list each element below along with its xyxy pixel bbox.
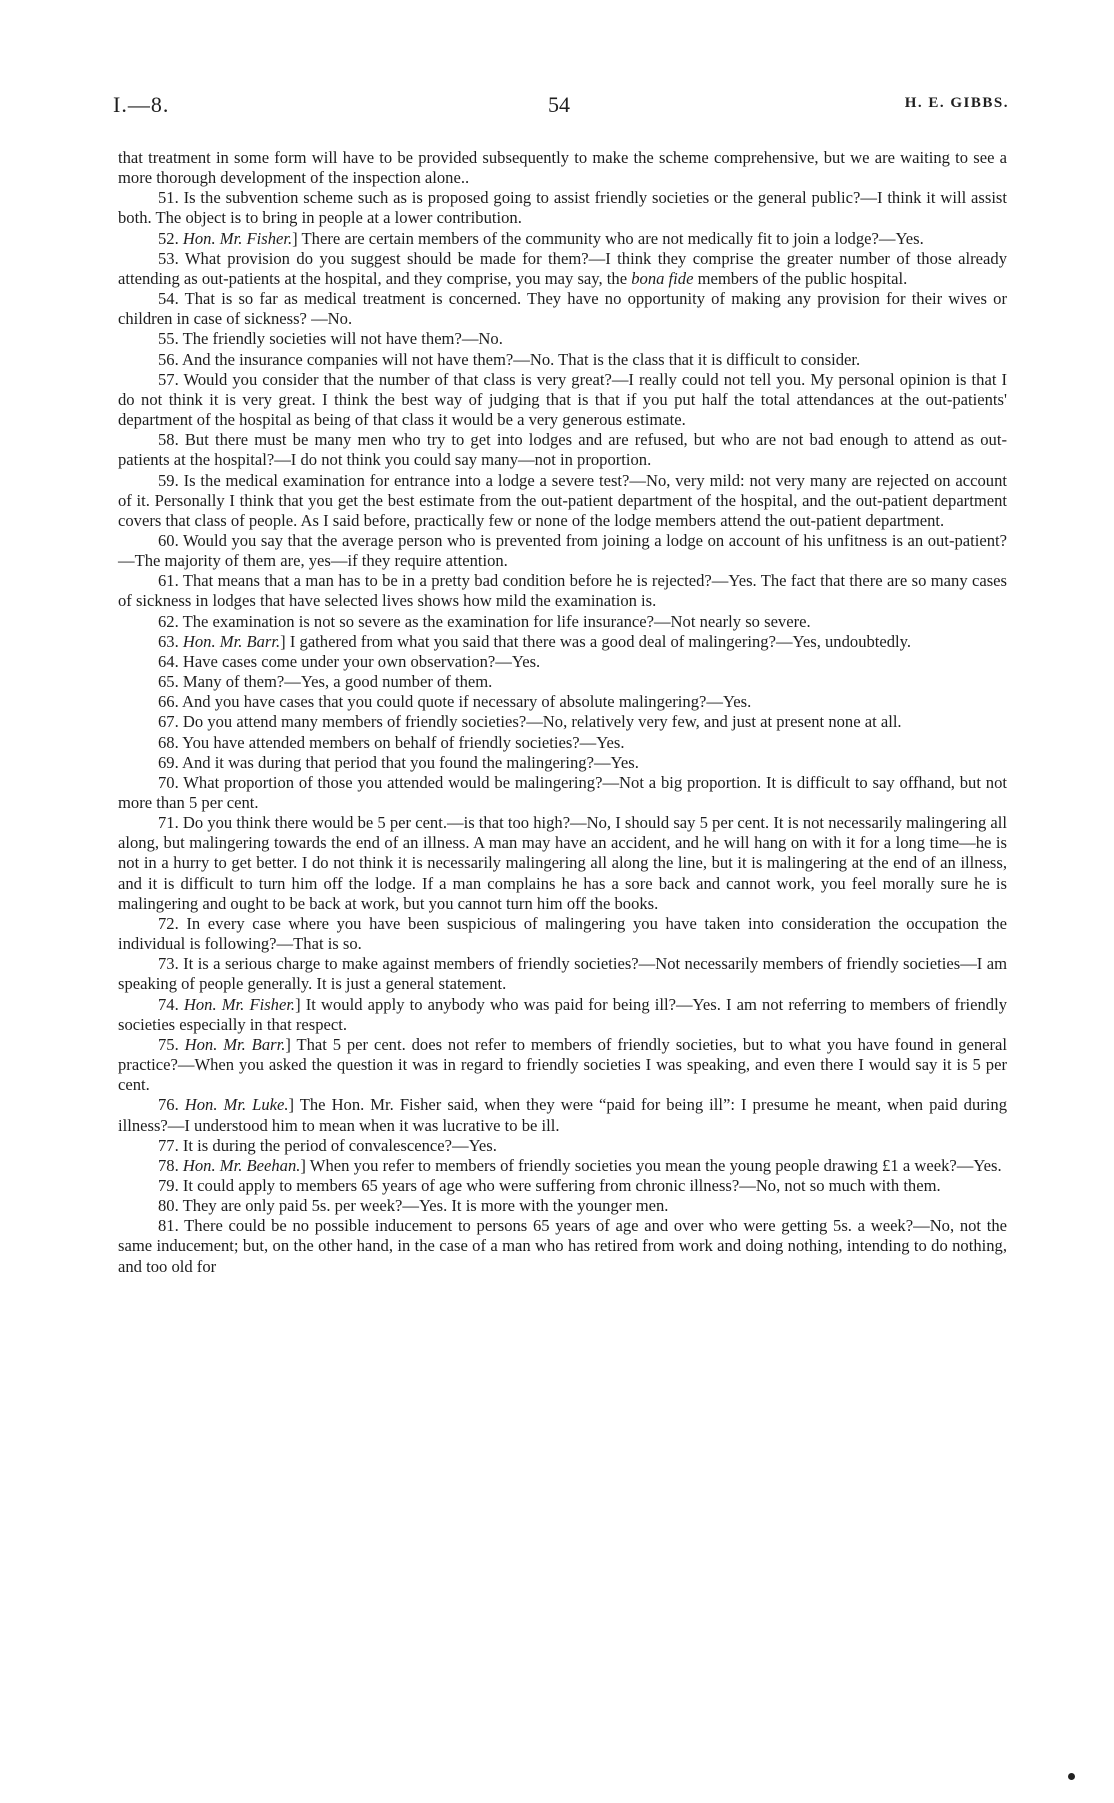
question-paragraph <box>118 1136 1007 1156</box>
witness-name: H. E. GIBBS. <box>904 95 1009 111</box>
paragraph-text: ] That 5 per cent. does not refer to members of friendly societies, but to what you have found in general practice?—When you asked the question it was in regard to friendly societies I was speaking, and even there I would say it is 5 per cent. <box>118 1034 1007 1095</box>
question-paragraph <box>118 329 1007 349</box>
question-paragraph <box>118 813 1007 914</box>
paragraph-text: 81. There could be no possible inducement to persons 65 years of age and over who were getting 5s. a week?—No, not the same inducement; but, on the other hand, in the case of a man who has retired from work and doing nothing, intending to do nothing, and too old for <box>118 1216 1007 1276</box>
question-paragraph <box>118 733 1007 753</box>
question-paragraph <box>118 571 1007 611</box>
paragraph-text: members of the public hospital. <box>693 268 908 288</box>
question-paragraph <box>118 1156 1007 1176</box>
paragraph-text: 69. And it was during that period that you found the malingering?—Yes. <box>158 752 639 772</box>
paragraph-text: ] It would apply to anybody who was paid for being ill?—Yes. I am not referring to members of friendly societies especially in that respect. <box>118 994 1008 1034</box>
paragraph-text: 76. <box>158 1095 185 1115</box>
question-paragraph <box>118 1216 1007 1276</box>
paragraph-text: 80. They are only paid 5s. per week?—Yes. It is more with the younger men. <box>158 1196 669 1216</box>
question-paragraph <box>118 229 1007 249</box>
question-paragraph <box>118 1176 1007 1196</box>
question-paragraph <box>118 531 1007 571</box>
paragraph-text: 53. What provision do you suggest should be made for them?—I think they comprise the greater number of those already attending as out-patients at the hospital, and they comprise, you may say, the <box>118 248 1007 288</box>
question-paragraph <box>118 289 1007 329</box>
paragraph-text: 54. That is so far as medical treatment is concerned. They have no opportunity of making any provision for their wives or children in case of sickness? —No. <box>118 289 1007 329</box>
question-paragraph <box>118 652 1007 672</box>
paragraph-text: 77. It is during the period of convalescence?—Yes. <box>158 1135 497 1155</box>
question-paragraph <box>118 1196 1007 1216</box>
paragraph-text: 75. <box>158 1034 185 1054</box>
paragraph-text: 64. Have cases come under your own observation?—Yes. <box>158 651 541 671</box>
paragraph-text: 61. That means that a man has to be in a pretty bad condition before he is rejected?—Yes. The fact that there are so many cases of sickness in lodges that have selected lives shows how mild the examination is. <box>118 571 1007 611</box>
question-paragraph <box>118 773 1007 813</box>
paragraph-text: 78. <box>158 1155 183 1175</box>
page-number: 54 <box>548 92 570 117</box>
ink-dot <box>1068 1773 1075 1780</box>
question-paragraph <box>118 1095 1007 1135</box>
speaker-name: Hon. Mr. Beehan. <box>182 1155 301 1175</box>
question-paragraph <box>118 672 1007 692</box>
speaker-name: Hon. Mr. Barr. <box>182 631 281 651</box>
paragraph-text: ] The Hon. Mr. Fisher said, when they were “paid for being ill”: I presume he meant, when paid during illness?—I understood him to mean when it was lucrative to be ill. <box>118 1095 1008 1135</box>
paragraph-text: 52. <box>158 228 183 248</box>
paragraph-text: 56. And the insurance companies will not have them?—No. That is the class that it is difficult to consider. <box>158 349 861 369</box>
paragraph-text: 73. It is a serious charge to make against members of friendly societies?—Not necessarily members of friendly societies—I am speaking of people generally. It is just a general statement. <box>118 954 1007 994</box>
paragraph-text: 55. The friendly societies will not have them?—No. <box>158 329 503 349</box>
speaker-name: bona fide <box>631 268 694 288</box>
question-paragraph <box>118 914 1007 954</box>
question-paragraph <box>118 370 1007 430</box>
question-paragraph <box>118 612 1007 632</box>
question-paragraph <box>118 350 1007 370</box>
paragraph-text: 58. But there must be many men who try to get into lodges and are refused, but who are not bad enough to attend as out-patients at the hospital?—I do not think you could say many—not in proportion. <box>118 430 1007 470</box>
question-paragraph <box>118 712 1007 732</box>
continuation-paragraph <box>118 148 1007 188</box>
speaker-name: Hon. Mr. Fisher. <box>182 228 293 248</box>
question-paragraph <box>118 954 1007 994</box>
paragraph-text: ] When you refer to members of friendly societies you mean the young people drawing £1 a week?—Yes. <box>300 1155 1002 1175</box>
paragraph-text: 74. <box>158 994 184 1014</box>
question-paragraph <box>118 249 1007 289</box>
paragraph-text: 79. It could apply to members 65 years of age who were suffering from chronic illness?—No, not so much with them. <box>158 1175 941 1195</box>
paragraph-text: ] There are certain members of the community who are not medically fit to join a lodge?—Yes. <box>292 228 924 248</box>
paragraph-text: 63. <box>158 631 183 651</box>
question-paragraph <box>118 753 1007 773</box>
question-paragraph <box>118 692 1007 712</box>
speaker-name: Hon. Mr. Luke. <box>184 1095 289 1115</box>
paragraph-text: 72. In every case where you have been suspicious of malingering you have taken into consideration the occupation the individual is following?—That is so. <box>118 913 1007 954</box>
paragraph-text: 57. Would you consider that the number of that class is very great?—I really could not tell you. My personal opinion is that I do not think it is very great. I think the best way of judging that is that if you put half the total attendances at the out-patients' department of the hospital as being of that class it would be a very generous estimate. <box>118 369 1007 430</box>
question-paragraph <box>118 188 1007 228</box>
paragraph-text: 60. Would you say that the average person who is prevented from joining a lodge on account of his unfitness is an out-patient?—The majority of them are, yes—if they require attention. <box>118 530 1007 571</box>
paper-reference: I.—8. <box>113 92 170 117</box>
paragraph-text: 67. Do you attend many members of friendly societies?—No, relatively very few, and just at present none at all. <box>158 712 902 732</box>
paragraph-text: 62. The examination is not so severe as the examination for life insurance?—Not nearly so severe. <box>158 611 811 631</box>
paragraph-text: 68. You have attended members on behalf of friendly societies?—Yes. <box>158 732 625 752</box>
paragraph-text: 71. Do you think there would be 5 per cent.—is that too high?—No, I should say 5 per cent. It is not necessarily malingering all along, but malingering towards the end of an illness. A man may have an accident, and he will hang on with it for a long time—he is not in a hurry to get better. I do not think it is necessarily malingering all along the line, but it is malingering at the end of an illness, and it is difficult to turn him off the lodge. If a man complains he has a sore back and cannot work, you feel morally sure he is malingering and ought to be back at work, but you cannot turn him off the books. <box>118 813 1007 913</box>
speaker-name: Hon. Mr. Fisher. <box>183 994 296 1014</box>
question-paragraph <box>118 471 1007 531</box>
paragraph-text: 65. Many of them?—Yes, a good number of them. <box>158 672 493 692</box>
paragraph-text: 59. Is the medical examination for entrance into a lodge a severe test?—No, very mild: not very many are rejected on account of it. Personally I think that you get the best estimate from the out-patient department of the hospital, and the out-patient department covers that class of people. As I said before, practically few or none of the lodge members attend the out-patient department. <box>118 470 1007 530</box>
question-paragraph <box>118 1035 1007 1095</box>
paragraph-text: 66. And you have cases that you could quote if necessary of absolute malingering?—Yes. <box>158 692 752 712</box>
speaker-name: Hon. Mr. Barr. <box>184 1034 286 1054</box>
paragraph-text: 51. Is the subvention scheme such as is proposed going to assist friendly societies or the general public?—I think it will assist both. The object is to bring in people at a lower contribution. <box>118 188 1007 228</box>
page-header <box>113 92 1013 122</box>
evidence-text <box>118 148 1007 1277</box>
paragraph-text: ] I gathered from what you said that there was a good deal of malingering?—Yes, undoubtedly. <box>280 631 912 651</box>
paragraph-text: that treatment in some form will have to be provided subsequently to make the scheme comprehensive, but we are waiting to see a more thorough development of the inspection alone.. <box>118 148 1007 188</box>
paragraph-text: 70. What proportion of those you attended would be malingering?—Not a big proportion. It is difficult to say offhand, but not more than 5 per cent. <box>118 772 1007 812</box>
question-paragraph <box>118 632 1007 652</box>
question-paragraph <box>118 995 1007 1035</box>
question-paragraph <box>118 430 1007 470</box>
